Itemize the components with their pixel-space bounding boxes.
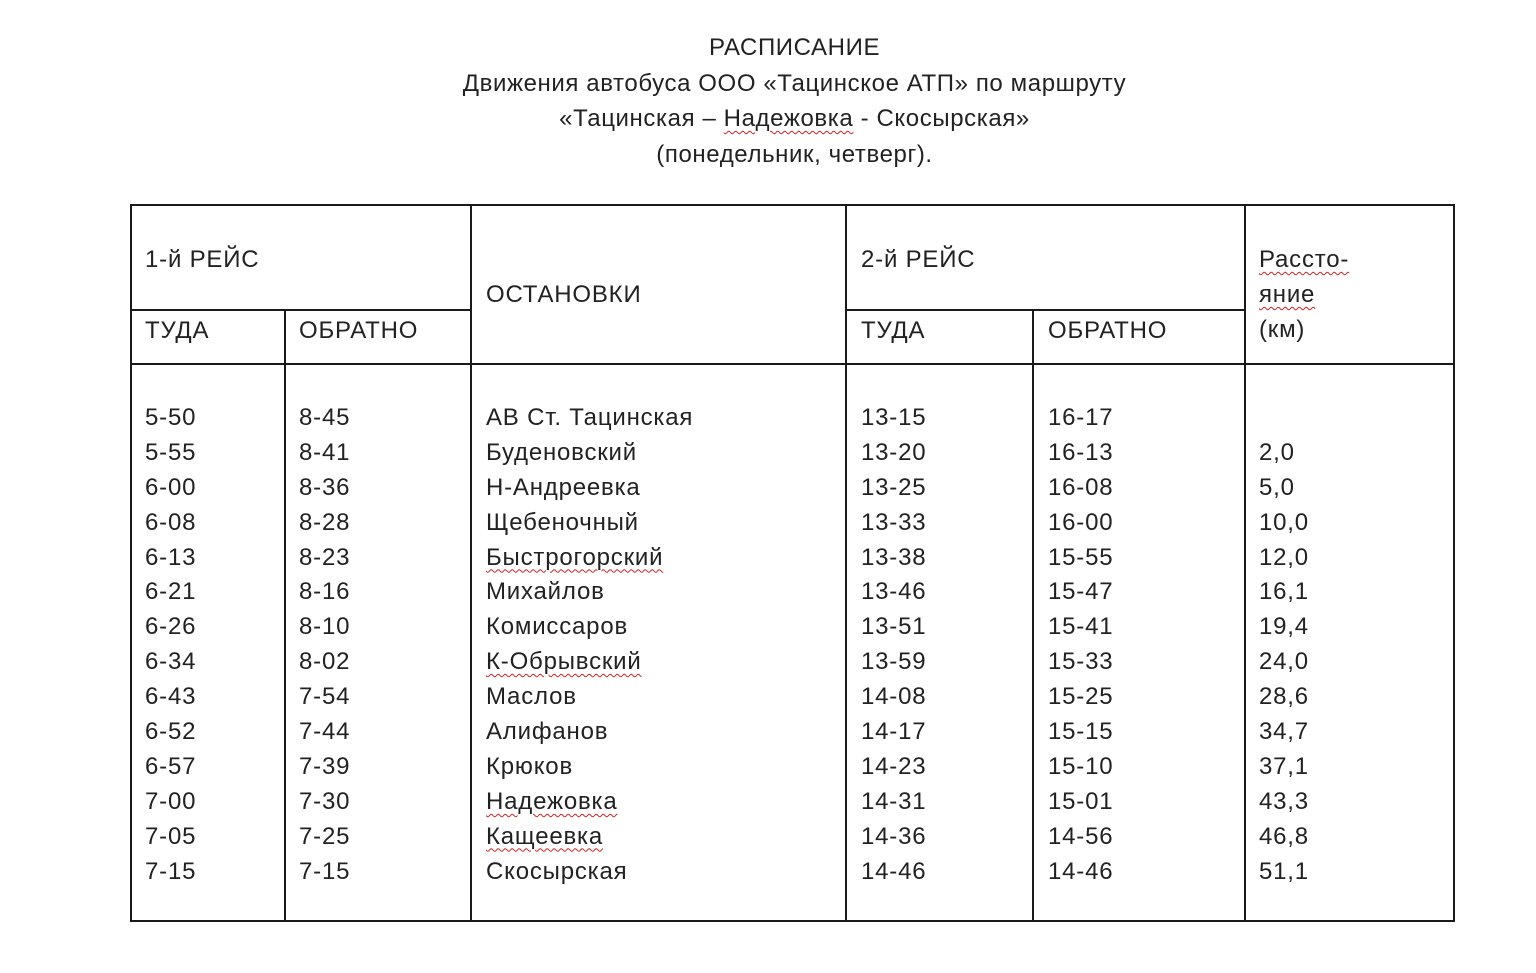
- table-cell: 15-41: [1048, 613, 1114, 641]
- table-cell: 16-13: [1048, 438, 1114, 466]
- trip2-header: 2-й РЕЙС: [861, 246, 976, 273]
- table-cell: 8-45: [299, 404, 351, 431]
- table-cell: 7-25: [299, 822, 351, 850]
- table-cell: 14-36: [861, 822, 927, 850]
- table-cell: 16,1: [1259, 578, 1309, 606]
- trip2-forward-header: ТУДА: [861, 317, 926, 344]
- stop-name: Н-Андреевка: [486, 473, 641, 501]
- trip1-forward-header: ТУДА: [145, 317, 210, 344]
- table-cell: 15-01: [1048, 787, 1114, 815]
- stops-column: [486, 401, 693, 889]
- route-name-suffix: - Скосырская»: [853, 105, 1030, 132]
- grid-line: [1244, 206, 1246, 920]
- table-cell: 8-02: [299, 648, 351, 676]
- stops-header: ОСТАНОВКИ: [486, 281, 642, 308]
- stop-name: Михайлов: [486, 578, 605, 606]
- table-cell: 16-08: [1048, 473, 1114, 501]
- table-cell: 46,8: [1259, 822, 1309, 850]
- table-cell: 7-30: [299, 787, 351, 815]
- distance-header: [1259, 242, 1349, 347]
- table-cell: 7-15: [299, 857, 351, 885]
- grid-line: [132, 363, 1453, 365]
- stop-name: [486, 820, 693, 855]
- table-cell: 24,0: [1259, 648, 1309, 676]
- table-cell: 37,1: [1259, 752, 1309, 780]
- table-cell: 6-13: [145, 543, 197, 571]
- table-cell: 7-15: [145, 857, 197, 885]
- stop-name: [486, 645, 693, 680]
- trip2-back-column: [1048, 401, 1113, 889]
- stop-name: Скосырская: [486, 857, 628, 885]
- stop-name-marked: К-Обрывский: [486, 648, 642, 676]
- table-cell: 14-56: [1048, 822, 1114, 850]
- table-cell: 6-00: [145, 473, 197, 501]
- table-cell: 6-26: [145, 613, 197, 641]
- grid-line: [470, 206, 472, 920]
- trip1-header: 1-й РЕЙС: [145, 246, 260, 273]
- table-cell: 6-34: [145, 648, 197, 676]
- document-header: [0, 30, 1536, 172]
- table-cell: 12,0: [1259, 543, 1309, 571]
- table-cell: 15-55: [1048, 543, 1114, 571]
- table-cell: 5,0: [1259, 473, 1295, 501]
- table-cell: 5-55: [145, 438, 197, 466]
- trip1-back-column: [299, 401, 350, 889]
- grid-line: [845, 206, 847, 920]
- table-cell: [1259, 401, 1309, 436]
- table-cell: 15-25: [1048, 683, 1114, 711]
- table-cell: 14-17: [861, 718, 927, 746]
- table-cell: 8-16: [299, 578, 351, 606]
- table-cell: 14-08: [861, 683, 927, 711]
- table-cell: 13-25: [861, 473, 927, 501]
- table-cell: 7-54: [299, 683, 351, 711]
- stop-name: Щебеночный: [486, 508, 639, 536]
- trip1-forward-column: [145, 401, 196, 889]
- table-cell: 19,4: [1259, 613, 1309, 641]
- table-cell: 6-52: [145, 718, 197, 746]
- route-name-prefix: «Тацинская –: [559, 105, 724, 132]
- table-cell: 8-41: [299, 438, 351, 466]
- stop-name: Комиссаров: [486, 613, 629, 641]
- distance-header-line3: (км): [1259, 316, 1306, 343]
- document-subtitle: Движения автобуса ООО «Тацинское АТП» по маршруту: [462, 69, 1127, 97]
- schedule-days: (понедельник, четверг).: [656, 140, 933, 168]
- table-cell: 28,6: [1259, 683, 1309, 711]
- table-cell: 7-44: [299, 718, 351, 746]
- table-cell: 16-00: [1048, 508, 1114, 536]
- table-cell: 15-33: [1048, 648, 1114, 676]
- grid-line: [845, 309, 1245, 311]
- table-cell: 15-47: [1048, 578, 1114, 606]
- distance-column: [1259, 401, 1309, 889]
- table-cell: 13-51: [861, 613, 927, 641]
- distance-header-line2: яние: [1259, 281, 1316, 308]
- table-cell: 8-10: [299, 613, 351, 641]
- distance-header-line1: Рассто-: [1259, 246, 1350, 273]
- route-name-marked: Надежовка: [723, 105, 854, 132]
- grid-line: [132, 309, 471, 311]
- stop-name: [486, 541, 693, 576]
- table-cell: 14-46: [861, 857, 927, 885]
- stop-name: АВ Ст. Тацинская: [486, 404, 694, 431]
- stop-name-marked: Кащеевка: [486, 822, 604, 850]
- trip2-back-header: ОБРАТНО: [1048, 317, 1168, 344]
- stop-name-marked: Надежовка: [486, 787, 618, 815]
- table-cell: 14-31: [861, 787, 927, 815]
- trip1-back-header: ОБРАТНО: [299, 317, 419, 344]
- trip2-forward-column: [861, 401, 926, 889]
- table-cell: 13-15: [861, 404, 927, 431]
- table-cell: 51,1: [1259, 857, 1309, 885]
- table-cell: 13-33: [861, 508, 927, 536]
- table-cell: 15-10: [1048, 752, 1114, 780]
- table-cell: 7-39: [299, 752, 351, 780]
- grid-line: [1032, 310, 1034, 920]
- table-cell: 6-43: [145, 683, 197, 711]
- table-cell: 8-23: [299, 543, 351, 571]
- stop-name: [486, 785, 693, 820]
- table-cell: 8-36: [299, 473, 351, 501]
- table-cell: 8-28: [299, 508, 351, 536]
- table-cell: 14-23: [861, 752, 927, 780]
- table-cell: 13-38: [861, 543, 927, 571]
- stop-name: Маслов: [486, 683, 577, 711]
- table-cell: 7-05: [145, 822, 197, 850]
- stop-name: Крюков: [486, 752, 573, 780]
- grid-line: [284, 310, 286, 920]
- table-cell: 13-20: [861, 438, 927, 466]
- stop-name-marked: Быстрогорский: [486, 543, 664, 571]
- table-cell: 43,3: [1259, 787, 1309, 815]
- table-cell: 14-46: [1048, 857, 1114, 885]
- table-cell: 16-17: [1048, 404, 1114, 431]
- stop-name: Алифанов: [486, 718, 609, 746]
- route-name: [0, 101, 1536, 137]
- table-cell: 34,7: [1259, 718, 1309, 746]
- table-cell: 6-21: [145, 578, 197, 606]
- table-cell: 10,0: [1259, 508, 1309, 536]
- table-cell: 6-57: [145, 752, 197, 780]
- table-cell: 2,0: [1259, 438, 1295, 466]
- document-title: РАСПИСАНИЕ: [708, 34, 881, 61]
- table-cell: 15-15: [1048, 718, 1114, 746]
- table-cell: 13-46: [861, 578, 927, 606]
- table-cell: 6-08: [145, 508, 197, 536]
- table-cell: 13-59: [861, 648, 927, 676]
- table-cell: 5-50: [145, 404, 197, 431]
- stop-name: Буденовский: [486, 438, 637, 466]
- table-cell: 7-00: [145, 787, 197, 815]
